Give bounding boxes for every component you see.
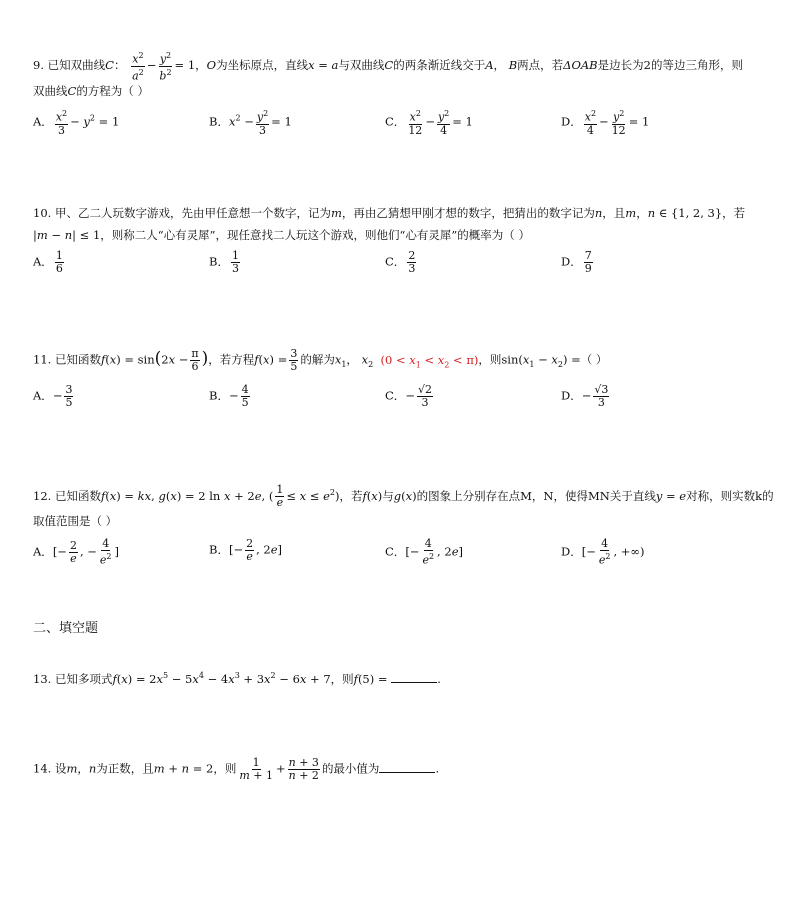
q10-line1: 10. 甲、乙二人玩数字游戏，先由甲任意想一个数字，记为m，再由乙猜想甲刚才想的数字，把猜出的数字记为n，且m，n ∈ {1, 2, 3}，若 — [33, 206, 746, 220]
q9-option-a: A． $\frac{x^2}{3}$ − $y^2 = 1$ — [33, 109, 120, 137]
q10-option-c: C． $\frac{2}{3}$ — [385, 249, 416, 275]
q11-option-b: B．− $\frac{4}{5}$ — [209, 383, 249, 409]
q11-option-c: C．− $\frac{√2}{3}$ — [385, 383, 432, 409]
section-heading: 二、填空题 — [33, 621, 99, 636]
q11-option-d: D．− $\frac{√3}{3}$ — [561, 383, 609, 409]
q14-line1: 14. 设m，n为正数，且m + n = 2，则 $\frac{1}{m + 1}$ + $\frac{n + 3}{n + 2}$ 的最小值为 . — [33, 756, 440, 782]
q12-line1: 12. 已知函数f(x) = kx, g(x) = 2 ln x + 2e, ( $\frac{1}{e}$ ≤ $x \le e^2$)，若f(x)与g(x)的图象上分别存在点M，N，使得MN关于直线y = e对称，则实数k的 — [33, 483, 774, 510]
q12-option-a: A．[− $\frac{2}{e}$ , − $\frac{4}{e^2}$ ] — [33, 537, 119, 567]
answer-blank — [391, 682, 437, 683]
q10-option-d: D． $\frac{7}{9}$ — [561, 249, 592, 275]
q9-option-d: D． $\frac{x^2}{4}$ − $\frac{y^2}{12}$ = 1 — [561, 109, 650, 137]
q10-option-a: A． $\frac{1}{6}$ — [33, 249, 63, 275]
q9-line2: 双曲线C的方程为（ ） — [33, 84, 149, 98]
q10-option-b: B． $\frac{1}{3}$ — [209, 249, 239, 275]
q11-option-a: A．− $\frac{3}{5}$ — [33, 383, 73, 409]
q12-option-d: D．[− $\frac{4}{e^2}$ , +∞) — [561, 537, 645, 567]
q9-line1: 9. 已知双曲线C： $\frac{x^2}{a^2}$ − $\frac{y^2}{b^2}$ = 1，O为坐标原点，直线x = a与双曲线C的两条渐近线交于A， B两点，若ΔOAB是边长为2的等边三角形，则 — [33, 51, 743, 83]
answer-blank — [379, 772, 435, 773]
q9-option-b: B．$x^2$ − $\frac{y^2}{3}$ = 1 — [209, 109, 292, 137]
q10-line2: |m − n| ≤ 1，则称二人“心有灵犀”，现任意找二人玩这个游戏，则他们“心有灵犀”的概率为（ ） — [33, 228, 530, 242]
q13-line1: 13. 已知多项式$f(x) = 2x^5 - 5x^4 - 4x^3 + 3x^2 - 6x + 7$，则f(5) = . — [33, 671, 441, 686]
q11-line1: 11. 已知函数f(x) = sin(2x − $\frac{\pi}{6}$ )，若方程f(x) = $\frac{3}{5}$ 的解为$x_1$， $x_2$ $(0 < x_1 < x_2 < \pi)$，则$\sin(x_1 - x_2)$ =（ ） — [33, 347, 608, 373]
q12-option-b: B．[− $\frac{2}{e}$ , 2e] — [209, 537, 283, 563]
q12-option-c: C．[− $\frac{4}{e^2}$ , 2e] — [385, 537, 463, 567]
q12-line2: 取值范围是（ ） — [33, 514, 118, 528]
q9-option-c: C． $\frac{x^2}{12}$ − $\frac{y^2}{4}$ = 1 — [385, 109, 473, 137]
